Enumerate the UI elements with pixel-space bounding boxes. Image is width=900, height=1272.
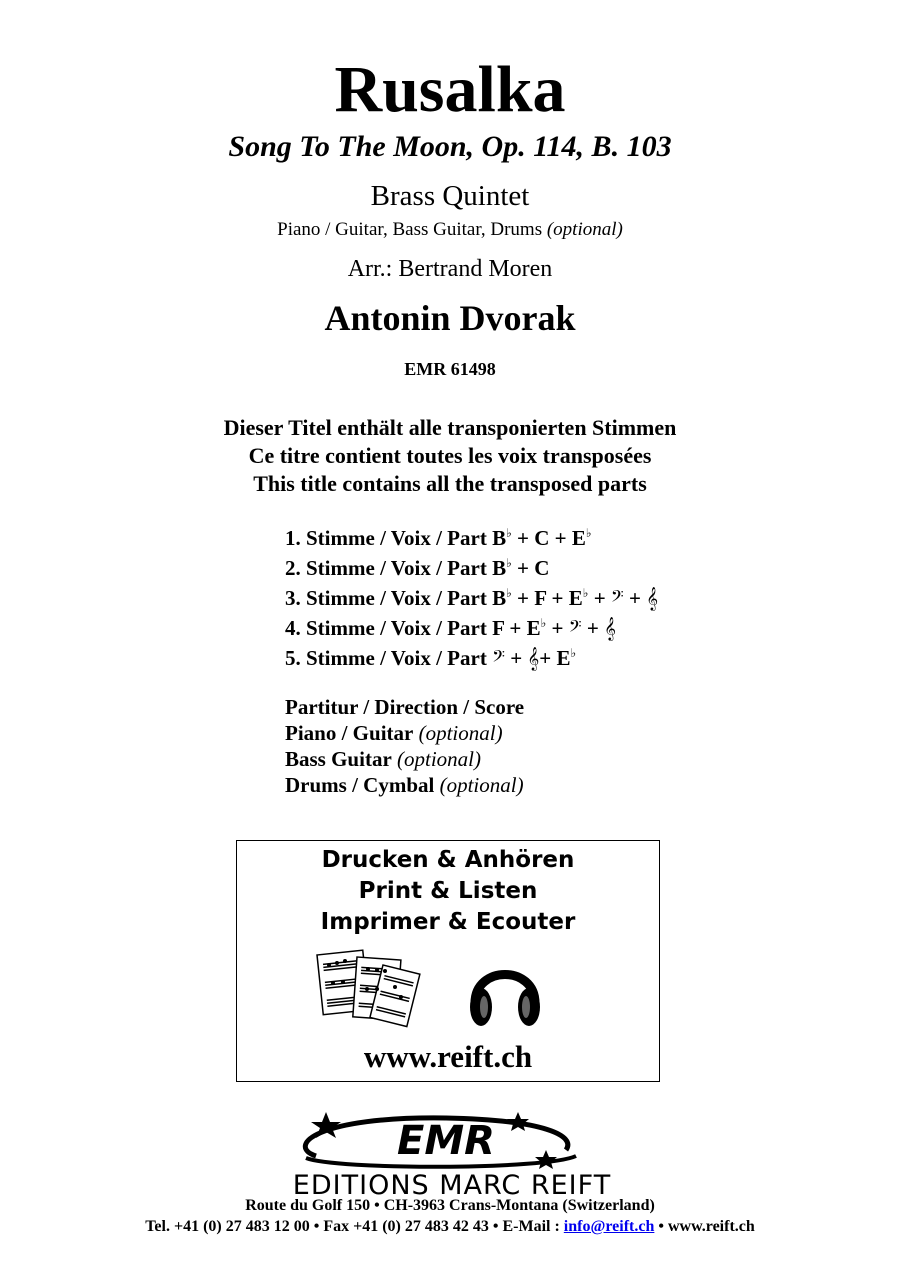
extra-item [285,772,524,798]
transposed-notice [0,414,900,498]
logo-publisher-name: EDITIONS MARC REIFT [292,1170,612,1198]
extra-label: Drums / Cymbal [285,773,435,797]
publisher-contact [0,1217,900,1237]
extra-item [285,746,524,772]
logo-emr-text: EMR [397,1118,495,1164]
box-line-fr: Imprimer & Ecouter [320,909,576,935]
instrumentation [0,218,900,242]
transposed-notice-en: This title contains all the transposed parts [253,471,647,496]
print-listen-box [236,840,660,1082]
extra-optional: (optional) [418,721,503,745]
extra-optional: (optional) [397,747,482,771]
title: Rusalka [334,53,566,126]
extra-optional: (optional) [439,773,524,797]
part-keys: B♭ + C [492,556,550,580]
composer: Antonin Dvorak [324,298,576,338]
extra-item [285,694,524,720]
part-keys: B♭ + C + E♭ [492,526,592,550]
transposed-notice-de: Dieser Titel enthält alle transponierten Stimmen [223,415,677,440]
extras-list [285,694,524,798]
box-url[interactable]: www.reift.ch [363,1039,533,1074]
extra-label: Bass Guitar [285,747,392,771]
arranger: Arr.: Bertrand Moren [347,256,553,282]
ensemble: Brass Quintet [370,180,530,212]
box-line-en: Print & Listen [358,878,538,904]
part-row [285,608,658,638]
instrumentation-text: Piano / Guitar, Bass Guitar, Drums [277,219,543,240]
contact-phone-fax: Tel. +41 (0) 27 483 12 00 • Fax +41 (0) 27 483 42 43 • E-Mail : [145,1218,564,1235]
extra-label: Piano / Guitar [285,721,414,745]
box-line-de: Drucken & Anhören [321,847,575,873]
part-keys: F + E♭ + 𝄢 + 𝄞 [492,616,616,640]
box-icons [237,947,659,1037]
part-label: 4. Stimme / Voix / Part [285,616,487,640]
extra-item [285,720,524,746]
part-label: 2. Stimme / Voix / Part [285,556,487,580]
instrumentation-optional: (optional) [546,219,623,240]
email-link[interactable]: info@reift.ch [563,1218,655,1235]
part-label: 3. Stimme / Voix / Part [285,586,487,610]
part-row [285,578,658,608]
catalog-number: EMR 61498 [404,359,496,379]
sheet-music-icon [317,950,420,1026]
part-label: 1. Stimme / Voix / Part [285,526,487,550]
part-keys: B♭ + F + E♭ + 𝄢 + 𝄞 [492,586,659,610]
transposed-notice-fr: Ce titre contient toutes les voix transposées [248,443,652,468]
part-row [285,518,658,548]
part-label: 5. Stimme / Voix / Part [285,646,487,670]
part-row [285,638,658,668]
parts-list [285,518,658,668]
contact-website[interactable]: • www.reift.ch [654,1218,755,1235]
extra-label: Partitur / Direction / Score [285,695,525,719]
part-row [285,548,658,578]
part-keys: 𝄢 + 𝄞+ E♭ [492,646,577,670]
headphones-icon [470,975,540,1027]
emr-logo [246,1106,658,1198]
subtitle: Song To The Moon, Op. 114, B. 103 [228,130,672,163]
publisher-address: Route du Golf 150 • CH-3963 Crans-Montana (Switzerland) [245,1197,655,1214]
